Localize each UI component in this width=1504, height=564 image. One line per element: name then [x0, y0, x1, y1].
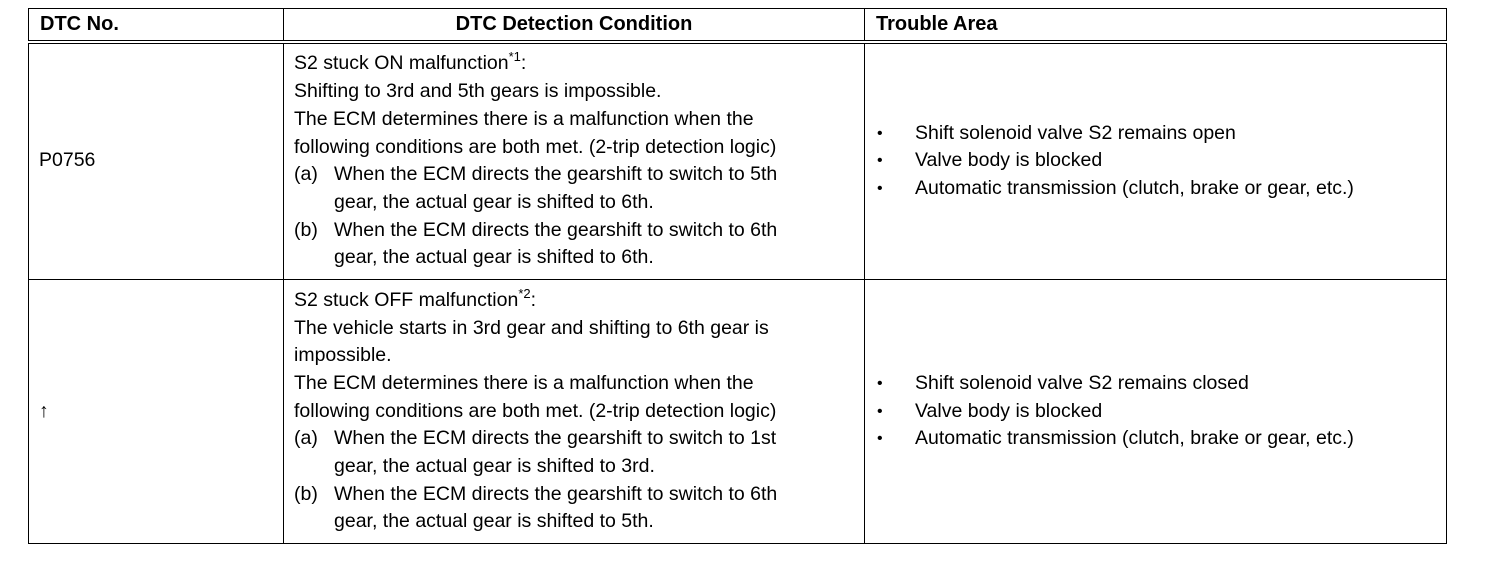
condition-sub-item	[294, 481, 854, 509]
condition-sub-item	[294, 217, 854, 245]
condition-line: impossible.	[294, 344, 392, 367]
trouble-area-text: Shift solenoid valve S2 remains closed	[915, 371, 1249, 394]
condition-line: following conditions are both met. (2-trip detection logic)	[294, 135, 777, 158]
header-dtc-no: DTC No.	[29, 9, 284, 42]
sub-item-marker: (b)	[294, 218, 318, 241]
dtc-number-cell	[29, 42, 284, 280]
condition-title	[294, 287, 854, 315]
condition-title-text: S2 stuck OFF malfunction	[294, 288, 519, 311]
trouble-area-item	[875, 370, 1436, 398]
bullet-icon: •	[877, 180, 883, 198]
sub-item-marker: (b)	[294, 482, 318, 505]
condition-sub-item	[294, 161, 854, 189]
header-trouble-area: Trouble Area	[865, 9, 1447, 42]
sub-item-marker: (a)	[294, 427, 318, 450]
condition-title-suffix: :	[530, 288, 537, 311]
table-row	[29, 42, 1447, 280]
table-header-row	[29, 9, 1447, 42]
condition-line: The vehicle starts in 3rd gear and shifting to 6th gear is	[294, 316, 769, 339]
trouble-area-text: Valve body is blocked	[915, 149, 1103, 172]
condition-line: The ECM determines there is a malfunction when the	[294, 371, 754, 394]
trouble-area-text: Valve body is blocked	[915, 399, 1103, 422]
trouble-area-item	[875, 147, 1436, 175]
trouble-area-item	[875, 175, 1436, 203]
sub-item-text: When the ECM directs the gearshift to switch to 6th	[334, 218, 778, 241]
trouble-area-item	[875, 120, 1436, 148]
footnote-marker: *1	[508, 49, 521, 65]
detection-condition-cell	[284, 42, 865, 280]
sub-item-text: When the ECM directs the gearshift to switch to 5th	[334, 163, 778, 186]
trouble-area-cell	[865, 280, 1447, 544]
detection-condition-cell	[284, 280, 865, 544]
footnote-marker: *2	[518, 285, 531, 301]
condition-title-text: S2 stuck ON malfunction	[294, 52, 509, 75]
table-row	[29, 280, 1447, 544]
dtc-number: P0756	[39, 149, 96, 172]
sub-item-continuation: gear, the actual gear is shifted to 3rd.	[334, 455, 655, 478]
trouble-area-item	[875, 425, 1436, 453]
trouble-area-list	[875, 120, 1436, 203]
condition-line: The ECM determines there is a malfunction when the	[294, 107, 754, 130]
condition-title	[294, 50, 854, 78]
sub-item-continuation: gear, the actual gear is shifted to 5th.	[334, 510, 654, 533]
condition-line: Shifting to 3rd and 5th gears is impossible.	[294, 80, 662, 103]
trouble-area-cell	[865, 42, 1447, 280]
sub-item-text: When the ECM directs the gearshift to switch to 1st	[334, 427, 777, 450]
trouble-area-text: Shift solenoid valve S2 remains open	[915, 121, 1236, 144]
trouble-area-text: Automatic transmission (clutch, brake or gear, etc.)	[915, 427, 1354, 450]
header-detection-condition: DTC Detection Condition	[284, 9, 865, 42]
condition-line: following conditions are both met. (2-trip detection logic)	[294, 399, 777, 422]
sub-item-continuation: gear, the actual gear is shifted to 6th.	[334, 190, 654, 213]
sub-item-marker: (a)	[294, 163, 318, 186]
dtc-table	[28, 8, 1447, 544]
dtc-number-cell	[29, 280, 284, 544]
trouble-area-list	[875, 370, 1436, 453]
same-as-above-arrow-icon: ↑	[39, 399, 49, 422]
condition-sub-item	[294, 425, 854, 453]
sub-item-text: When the ECM directs the gearshift to switch to 6th	[334, 482, 778, 505]
trouble-area-item	[875, 398, 1436, 426]
condition-title-suffix: :	[520, 52, 527, 75]
bullet-icon: •	[877, 402, 883, 420]
bullet-icon: •	[877, 374, 883, 392]
trouble-area-text: Automatic transmission (clutch, brake or gear, etc.)	[915, 177, 1354, 200]
bullet-icon: •	[877, 152, 883, 170]
bullet-icon: •	[877, 430, 883, 448]
bullet-icon: •	[877, 124, 883, 142]
sub-item-continuation: gear, the actual gear is shifted to 6th.	[334, 246, 654, 269]
